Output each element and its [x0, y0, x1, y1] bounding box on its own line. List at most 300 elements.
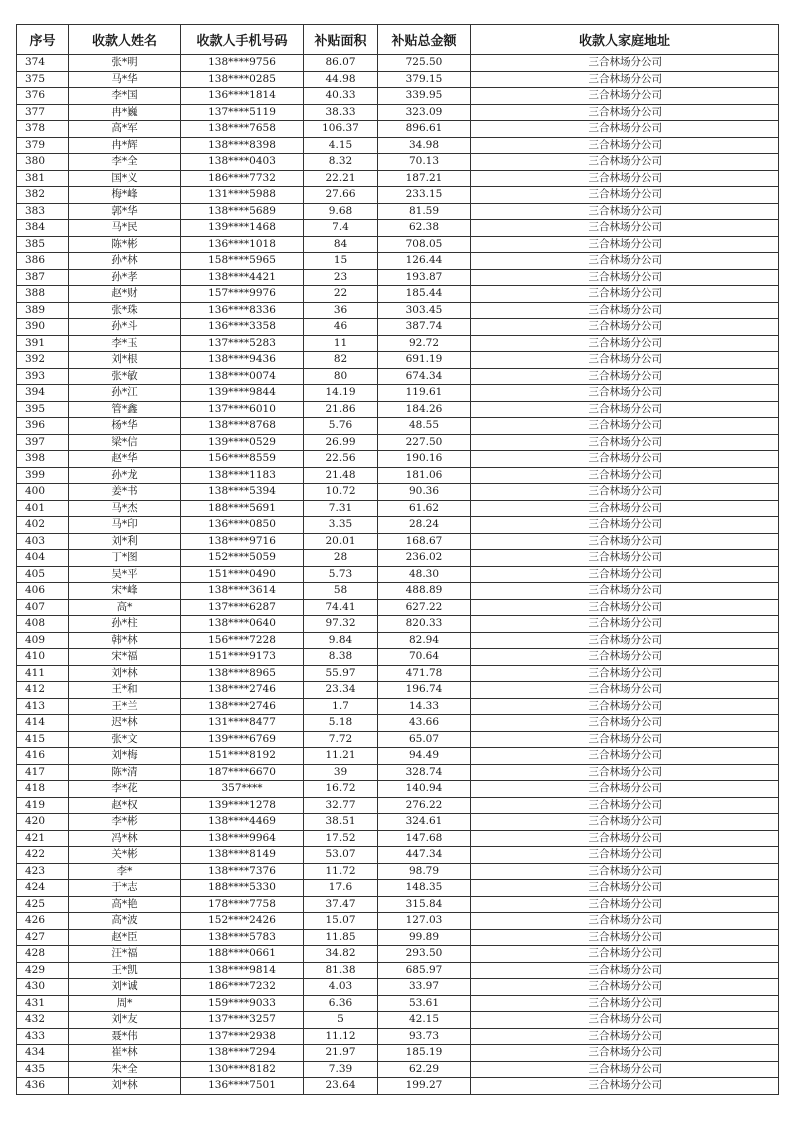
cell-index: 433	[17, 1028, 69, 1045]
cell-index: 432	[17, 1012, 69, 1029]
cell-payee-address: 三合林场分公司	[471, 451, 779, 468]
cell-subsidy-amount: 127.03	[378, 913, 471, 930]
cell-payee-name: 张*敏	[69, 368, 181, 385]
cell-index: 421	[17, 830, 69, 847]
cell-index: 430	[17, 979, 69, 996]
header-subsidy-area: 补贴面积	[304, 25, 378, 55]
cell-subsidy-amount: 691.19	[378, 352, 471, 369]
cell-payee-address: 三合林场分公司	[471, 484, 779, 501]
cell-index: 379	[17, 137, 69, 154]
table-row	[17, 1078, 779, 1095]
cell-payee-address: 三合林场分公司	[471, 286, 779, 303]
cell-subsidy-amount: 447.34	[378, 847, 471, 864]
cell-payee-address: 三合林场分公司	[471, 880, 779, 897]
cell-index: 378	[17, 121, 69, 138]
table-row	[17, 302, 779, 319]
table-row	[17, 170, 779, 187]
cell-payee-phone: 138****9436	[181, 352, 304, 369]
header-payee-name: 收款人姓名	[69, 25, 181, 55]
cell-subsidy-amount: 471.78	[378, 665, 471, 682]
cell-payee-name: 高*波	[69, 913, 181, 930]
cell-payee-name: 孙*林	[69, 253, 181, 270]
cell-index: 395	[17, 401, 69, 418]
cell-subsidy-area: 106.37	[304, 121, 378, 138]
cell-payee-address: 三合林场分公司	[471, 715, 779, 732]
cell-payee-address: 三合林场分公司	[471, 913, 779, 930]
cell-payee-name: 吴*平	[69, 566, 181, 583]
cell-payee-address: 三合林场分公司	[471, 929, 779, 946]
cell-payee-name: 李*	[69, 863, 181, 880]
cell-subsidy-amount: 328.74	[378, 764, 471, 781]
cell-payee-address: 三合林场分公司	[471, 236, 779, 253]
cell-index: 436	[17, 1078, 69, 1095]
cell-payee-phone: 156****7228	[181, 632, 304, 649]
cell-payee-name: 张*文	[69, 731, 181, 748]
cell-subsidy-amount: 323.09	[378, 104, 471, 121]
cell-subsidy-amount: 82.94	[378, 632, 471, 649]
cell-payee-name: 赵*臣	[69, 929, 181, 946]
cell-payee-name: 姜*书	[69, 484, 181, 501]
cell-payee-address: 三合林场分公司	[471, 682, 779, 699]
header-payee-phone: 收款人手机号码	[181, 25, 304, 55]
cell-payee-phone: 137****6010	[181, 401, 304, 418]
cell-payee-phone: 138****4421	[181, 269, 304, 286]
cell-index: 374	[17, 55, 69, 72]
cell-subsidy-area: 37.47	[304, 896, 378, 913]
cell-subsidy-area: 8.38	[304, 649, 378, 666]
cell-payee-phone: 136****3358	[181, 319, 304, 336]
cell-index: 423	[17, 863, 69, 880]
cell-payee-phone: 139****6769	[181, 731, 304, 748]
cell-subsidy-amount: 93.73	[378, 1028, 471, 1045]
table-row	[17, 1012, 779, 1029]
cell-payee-name: 宋*福	[69, 649, 181, 666]
cell-subsidy-area: 5	[304, 1012, 378, 1029]
cell-payee-phone: 138****4469	[181, 814, 304, 831]
cell-payee-phone: 188****0661	[181, 946, 304, 963]
table-row	[17, 632, 779, 649]
cell-subsidy-area: 4.03	[304, 979, 378, 996]
table-row	[17, 814, 779, 831]
cell-payee-name: 郭*华	[69, 203, 181, 220]
cell-subsidy-area: 22	[304, 286, 378, 303]
table-row	[17, 797, 779, 814]
cell-payee-phone: 137****3257	[181, 1012, 304, 1029]
cell-payee-name: 马*印	[69, 517, 181, 534]
cell-subsidy-amount: 674.34	[378, 368, 471, 385]
table-row	[17, 880, 779, 897]
cell-payee-name: 刘*林	[69, 1078, 181, 1095]
header-index: 序号	[17, 25, 69, 55]
cell-payee-name: 宋*峰	[69, 583, 181, 600]
cell-index: 409	[17, 632, 69, 649]
table-row	[17, 863, 779, 880]
cell-subsidy-amount: 339.95	[378, 88, 471, 105]
cell-payee-address: 三合林场分公司	[471, 583, 779, 600]
cell-payee-address: 三合林场分公司	[471, 55, 779, 72]
cell-payee-phone: 151****8192	[181, 748, 304, 765]
cell-payee-phone: 186****7232	[181, 979, 304, 996]
cell-payee-address: 三合林场分公司	[471, 352, 779, 369]
cell-index: 380	[17, 154, 69, 171]
cell-subsidy-amount: 99.89	[378, 929, 471, 946]
cell-subsidy-area: 21.86	[304, 401, 378, 418]
cell-subsidy-amount: 33.97	[378, 979, 471, 996]
cell-payee-address: 三合林场分公司	[471, 616, 779, 633]
cell-payee-address: 三合林场分公司	[471, 995, 779, 1012]
cell-payee-name: 冉*辉	[69, 137, 181, 154]
cell-subsidy-amount: 61.62	[378, 500, 471, 517]
table-row	[17, 121, 779, 138]
cell-index: 422	[17, 847, 69, 864]
cell-payee-phone: 152****5059	[181, 550, 304, 567]
cell-subsidy-area: 84	[304, 236, 378, 253]
cell-payee-phone: 156****8559	[181, 451, 304, 468]
cell-subsidy-area: 81.38	[304, 962, 378, 979]
cell-payee-phone: 131****5988	[181, 187, 304, 204]
cell-subsidy-amount: 725.50	[378, 55, 471, 72]
cell-payee-name: 孙*斗	[69, 319, 181, 336]
subsidy-table	[16, 24, 779, 1095]
cell-payee-name: 王*和	[69, 682, 181, 699]
cell-subsidy-amount: 227.50	[378, 434, 471, 451]
cell-payee-address: 三合林场分公司	[471, 401, 779, 418]
cell-subsidy-amount: 119.61	[378, 385, 471, 402]
table-row	[17, 764, 779, 781]
table-row	[17, 451, 779, 468]
cell-payee-address: 三合林场分公司	[471, 748, 779, 765]
cell-subsidy-amount: 896.61	[378, 121, 471, 138]
cell-payee-name: 李*玉	[69, 335, 181, 352]
cell-index: 435	[17, 1061, 69, 1078]
cell-index: 428	[17, 946, 69, 963]
cell-payee-address: 三合林场分公司	[471, 467, 779, 484]
cell-payee-address: 三合林场分公司	[471, 220, 779, 237]
table-row	[17, 467, 779, 484]
cell-index: 413	[17, 698, 69, 715]
cell-subsidy-amount: 65.07	[378, 731, 471, 748]
cell-payee-address: 三合林场分公司	[471, 946, 779, 963]
table-row	[17, 979, 779, 996]
cell-subsidy-area: 5.73	[304, 566, 378, 583]
cell-index: 406	[17, 583, 69, 600]
cell-payee-phone: 137****2938	[181, 1028, 304, 1045]
header-subsidy-amount: 补贴总金额	[378, 25, 471, 55]
table-row	[17, 731, 779, 748]
cell-index: 407	[17, 599, 69, 616]
cell-payee-name: 崔*林	[69, 1045, 181, 1062]
cell-payee-address: 三合林场分公司	[471, 434, 779, 451]
cell-payee-phone: 158****5965	[181, 253, 304, 270]
cell-subsidy-amount: 168.67	[378, 533, 471, 550]
cell-subsidy-area: 26.99	[304, 434, 378, 451]
table-row	[17, 236, 779, 253]
cell-payee-name: 张*明	[69, 55, 181, 72]
table-row	[17, 319, 779, 336]
cell-subsidy-amount: 43.66	[378, 715, 471, 732]
cell-subsidy-area: 11.12	[304, 1028, 378, 1045]
cell-payee-phone: 138****5783	[181, 929, 304, 946]
cell-payee-name: 马*杰	[69, 500, 181, 517]
cell-payee-address: 三合林场分公司	[471, 962, 779, 979]
cell-payee-name: 赵*财	[69, 286, 181, 303]
cell-payee-address: 三合林场分公司	[471, 1045, 779, 1062]
cell-payee-phone: 188****5691	[181, 500, 304, 517]
cell-subsidy-amount: 147.68	[378, 830, 471, 847]
cell-payee-name: 关*彬	[69, 847, 181, 864]
table-row	[17, 220, 779, 237]
cell-subsidy-amount: 98.79	[378, 863, 471, 880]
table-row	[17, 566, 779, 583]
cell-subsidy-amount: 70.13	[378, 154, 471, 171]
cell-payee-address: 三合林场分公司	[471, 1028, 779, 1045]
header-payee-address: 收款人家庭地址	[471, 25, 779, 55]
table-row	[17, 385, 779, 402]
cell-payee-address: 三合林场分公司	[471, 253, 779, 270]
cell-payee-phone: 138****0640	[181, 616, 304, 633]
cell-subsidy-amount: 193.87	[378, 269, 471, 286]
cell-subsidy-area: 39	[304, 764, 378, 781]
cell-index: 398	[17, 451, 69, 468]
cell-subsidy-area: 17.6	[304, 880, 378, 897]
table-row	[17, 698, 779, 715]
cell-payee-address: 三合林场分公司	[471, 302, 779, 319]
cell-subsidy-area: 8.32	[304, 154, 378, 171]
cell-payee-address: 三合林场分公司	[471, 979, 779, 996]
cell-payee-phone: 151****0490	[181, 566, 304, 583]
cell-subsidy-amount: 185.19	[378, 1045, 471, 1062]
table-row	[17, 1028, 779, 1045]
cell-index: 391	[17, 335, 69, 352]
table-row	[17, 104, 779, 121]
cell-payee-name: 于*志	[69, 880, 181, 897]
cell-subsidy-area: 11	[304, 335, 378, 352]
cell-payee-address: 三合林场分公司	[471, 385, 779, 402]
cell-payee-name: 刘*梅	[69, 748, 181, 765]
cell-payee-address: 三合林场分公司	[471, 632, 779, 649]
cell-payee-phone: 138****3614	[181, 583, 304, 600]
cell-payee-name: 刘*根	[69, 352, 181, 369]
cell-payee-address: 三合林场分公司	[471, 500, 779, 517]
cell-subsidy-area: 74.41	[304, 599, 378, 616]
cell-subsidy-amount: 70.64	[378, 649, 471, 666]
table-header	[17, 25, 779, 55]
cell-payee-address: 三合林场分公司	[471, 71, 779, 88]
cell-subsidy-area: 46	[304, 319, 378, 336]
cell-payee-address: 三合林场分公司	[471, 566, 779, 583]
cell-payee-name: 杨*华	[69, 418, 181, 435]
cell-subsidy-amount: 379.15	[378, 71, 471, 88]
cell-payee-phone: 186****7732	[181, 170, 304, 187]
cell-index: 410	[17, 649, 69, 666]
cell-index: 384	[17, 220, 69, 237]
cell-payee-address: 三合林场分公司	[471, 896, 779, 913]
table-row	[17, 830, 779, 847]
table-row	[17, 616, 779, 633]
cell-payee-name: 孙*柱	[69, 616, 181, 633]
cell-payee-phone: 139****1468	[181, 220, 304, 237]
cell-payee-phone: 137****6287	[181, 599, 304, 616]
cell-subsidy-area: 5.76	[304, 418, 378, 435]
cell-subsidy-amount: 94.49	[378, 748, 471, 765]
cell-payee-phone: 138****1183	[181, 467, 304, 484]
cell-subsidy-area: 32.77	[304, 797, 378, 814]
table-row	[17, 253, 779, 270]
cell-index: 385	[17, 236, 69, 253]
table-row	[17, 533, 779, 550]
cell-payee-phone: 139****1278	[181, 797, 304, 814]
cell-payee-name: 王*凯	[69, 962, 181, 979]
cell-subsidy-area: 9.68	[304, 203, 378, 220]
cell-payee-name: 朱*全	[69, 1061, 181, 1078]
cell-payee-address: 三合林场分公司	[471, 1078, 779, 1095]
cell-payee-name: 高*	[69, 599, 181, 616]
cell-payee-name: 梁*信	[69, 434, 181, 451]
cell-subsidy-amount: 126.44	[378, 253, 471, 270]
cell-payee-phone: 137****5119	[181, 104, 304, 121]
cell-payee-address: 三合林场分公司	[471, 104, 779, 121]
table-row	[17, 335, 779, 352]
cell-subsidy-area: 86.07	[304, 55, 378, 72]
cell-index: 416	[17, 748, 69, 765]
table-row	[17, 929, 779, 946]
cell-subsidy-amount: 293.50	[378, 946, 471, 963]
cell-index: 429	[17, 962, 69, 979]
cell-index: 403	[17, 533, 69, 550]
cell-payee-phone: 151****9173	[181, 649, 304, 666]
table-row	[17, 995, 779, 1012]
cell-payee-phone: 138****8398	[181, 137, 304, 154]
cell-payee-phone: 138****8768	[181, 418, 304, 435]
cell-index: 388	[17, 286, 69, 303]
cell-payee-name: 陈*彬	[69, 236, 181, 253]
cell-payee-name: 孙*孝	[69, 269, 181, 286]
cell-subsidy-amount: 62.38	[378, 220, 471, 237]
cell-payee-name: 王*兰	[69, 698, 181, 715]
cell-subsidy-amount: 34.98	[378, 137, 471, 154]
cell-subsidy-amount: 81.59	[378, 203, 471, 220]
table-row	[17, 434, 779, 451]
cell-payee-name: 孙*龙	[69, 467, 181, 484]
table-row	[17, 682, 779, 699]
cell-index: 420	[17, 814, 69, 831]
cell-payee-address: 三合林场分公司	[471, 731, 779, 748]
cell-payee-phone: 136****8336	[181, 302, 304, 319]
cell-payee-name: 冉*巍	[69, 104, 181, 121]
cell-subsidy-area: 11.72	[304, 863, 378, 880]
cell-index: 397	[17, 434, 69, 451]
cell-payee-phone: 138****2746	[181, 698, 304, 715]
cell-index: 415	[17, 731, 69, 748]
cell-subsidy-amount: 627.22	[378, 599, 471, 616]
cell-payee-address: 三合林场分公司	[471, 137, 779, 154]
cell-subsidy-area: 15.07	[304, 913, 378, 930]
cell-payee-address: 三合林场分公司	[471, 170, 779, 187]
cell-payee-address: 三合林场分公司	[471, 599, 779, 616]
table-row	[17, 484, 779, 501]
cell-subsidy-amount: 42.15	[378, 1012, 471, 1029]
cell-payee-name: 张*珠	[69, 302, 181, 319]
cell-subsidy-area: 58	[304, 583, 378, 600]
cell-payee-address: 三合林场分公司	[471, 418, 779, 435]
cell-subsidy-amount: 185.44	[378, 286, 471, 303]
cell-payee-name: 汪*福	[69, 946, 181, 963]
cell-index: 400	[17, 484, 69, 501]
cell-subsidy-area: 80	[304, 368, 378, 385]
cell-payee-name: 韩*林	[69, 632, 181, 649]
cell-subsidy-amount: 181.06	[378, 467, 471, 484]
cell-payee-name: 丁*图	[69, 550, 181, 567]
table-row	[17, 500, 779, 517]
table-row	[17, 599, 779, 616]
cell-index: 376	[17, 88, 69, 105]
cell-subsidy-amount: 48.55	[378, 418, 471, 435]
cell-payee-phone: 138****2746	[181, 682, 304, 699]
cell-payee-address: 三合林场分公司	[471, 550, 779, 567]
cell-payee-address: 三合林场分公司	[471, 665, 779, 682]
cell-index: 382	[17, 187, 69, 204]
cell-subsidy-amount: 14.33	[378, 698, 471, 715]
cell-subsidy-area: 7.31	[304, 500, 378, 517]
cell-payee-phone: 187****6670	[181, 764, 304, 781]
table-row	[17, 55, 779, 72]
cell-payee-phone: 357****	[181, 781, 304, 798]
cell-payee-phone: 136****1018	[181, 236, 304, 253]
cell-subsidy-amount: 28.24	[378, 517, 471, 534]
cell-payee-name: 国*义	[69, 170, 181, 187]
table-row	[17, 269, 779, 286]
cell-payee-address: 三合林场分公司	[471, 533, 779, 550]
cell-index: 417	[17, 764, 69, 781]
cell-subsidy-area: 27.66	[304, 187, 378, 204]
cell-payee-address: 三合林场分公司	[471, 319, 779, 336]
cell-subsidy-area: 23.34	[304, 682, 378, 699]
cell-subsidy-amount: 140.94	[378, 781, 471, 798]
cell-subsidy-area: 3.35	[304, 517, 378, 534]
cell-subsidy-amount: 187.21	[378, 170, 471, 187]
cell-index: 402	[17, 517, 69, 534]
cell-payee-name: 李*全	[69, 154, 181, 171]
cell-index: 425	[17, 896, 69, 913]
cell-payee-name: 陈*清	[69, 764, 181, 781]
table-row	[17, 847, 779, 864]
cell-payee-name: 周*	[69, 995, 181, 1012]
cell-payee-address: 三合林场分公司	[471, 1061, 779, 1078]
cell-subsidy-amount: 488.89	[378, 583, 471, 600]
cell-payee-address: 三合林场分公司	[471, 649, 779, 666]
cell-subsidy-amount: 184.26	[378, 401, 471, 418]
cell-payee-address: 三合林场分公司	[471, 187, 779, 204]
cell-payee-phone: 178****7758	[181, 896, 304, 913]
cell-subsidy-area: 20.01	[304, 533, 378, 550]
cell-subsidy-area: 38.51	[304, 814, 378, 831]
cell-payee-name: 孙*江	[69, 385, 181, 402]
cell-subsidy-area: 7.39	[304, 1061, 378, 1078]
cell-index: 390	[17, 319, 69, 336]
cell-payee-name: 高*军	[69, 121, 181, 138]
cell-index: 411	[17, 665, 69, 682]
cell-payee-address: 三合林场分公司	[471, 830, 779, 847]
cell-payee-name: 李*花	[69, 781, 181, 798]
cell-payee-name: 赵*华	[69, 451, 181, 468]
cell-subsidy-area: 14.19	[304, 385, 378, 402]
table-row	[17, 583, 779, 600]
cell-subsidy-area: 55.97	[304, 665, 378, 682]
table-row	[17, 286, 779, 303]
cell-index: 375	[17, 71, 69, 88]
cell-payee-address: 三合林场分公司	[471, 88, 779, 105]
cell-payee-phone: 138****0285	[181, 71, 304, 88]
